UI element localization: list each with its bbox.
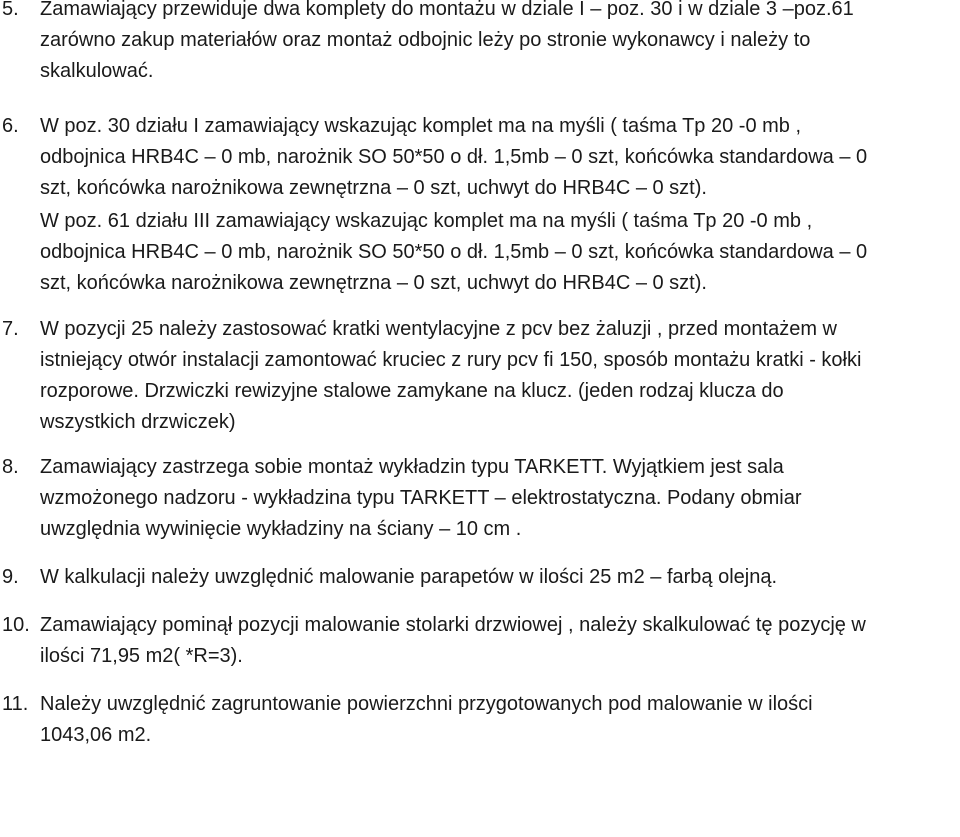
item-text-line: W poz. 61 działu III zamawiający wskazując komplet ma na myśli ( taśma Tp 20 -0 mb , [40,210,813,232]
list-item-10 [0,610,960,672]
item-text-line: odbojnica HRB4C – 0 mb, narożnik SO 50*50 o dł. 1,5mb – 0 szt, końcówka standardowa – 0 [40,146,868,168]
item-number: 10. [2,614,30,636]
item-number: 8. [2,456,19,478]
list-item-11 [0,689,960,751]
list-item-7 [0,314,960,438]
item-text-line: szt, końcówka narożnikowa zewnętrzna – 0 szt, uchwyt do HRB4C – 0 szt). [40,177,707,199]
item-number: 6. [2,115,19,137]
item-text-line: uwzględnia wywinięcie wykładziny na ściany – 10 cm . [40,518,522,540]
item-number: 7. [2,318,19,340]
item-text-line: istniejący otwór instalacji zamontować kruciec z rury pcv fi 150, sposób montażu kratki - kołki [40,349,862,371]
item-text-line: Zamawiający zastrzega sobie montaż wykładzin typu TARKETT. Wyjątkiem jest sala [40,456,784,478]
item-text-line: ilości 71,95 m2( *R=3). [40,645,243,667]
item-text-line: Zamawiający przewiduje dwa komplety do montażu w dziale I – poz. 30 i w dziale 3 –poz.61 [40,0,854,20]
item-text-line: wzmożonego nadzoru - wykładzina typu TARKETT – elektrostatyczna. Podany obmiar [40,487,802,509]
item-text-line: szt, końcówka narożnikowa zewnętrzna – 0 szt, uchwyt do HRB4C – 0 szt). [40,272,707,294]
item-text-line: W pozycji 25 należy zastosować kratki wentylacyjne z pcv bez żaluzji , przed montażem w [40,318,837,340]
item-text-line: odbojnica HRB4C – 0 mb, narożnik SO 50*50 o dł. 1,5mb – 0 szt, końcówka standardowa – 0 [40,241,868,263]
item-text-line: Zamawiający pominął pozycji malowanie stolarki drzwiowej , należy skalkulować tę pozycję w [40,614,866,636]
item-text-line: Należy uwzględnić zagruntowanie powierzchni przygotowanych pod malowanie w ilości [40,693,813,715]
list-item-5 [0,0,960,87]
list-item-8 [0,452,960,545]
list-item-6 [0,111,960,204]
item-number: 11. [2,693,29,715]
item-text-line: 1043,06 m2. [40,724,152,746]
list-item-6-continued [0,206,960,299]
item-number: 9. [2,566,19,588]
item-text-line: skalkulować. [40,60,154,82]
item-number: 5. [2,0,19,20]
item-text-line: rozporowe. Drzwiczki rewizyjne stalowe zamykane na klucz. (jeden rodzaj klucza do [40,380,784,402]
item-text-line: wszystkich drzwiczek) [40,411,236,433]
item-text-line: zarówno zakup materiałów oraz montaż odbojnic leży po stronie wykonawcy i należy to [40,29,811,51]
list-item-9 [0,562,960,593]
item-text-line: W poz. 30 działu I zamawiający wskazując komplet ma na myśli ( taśma Tp 20 -0 mb , [40,115,802,137]
item-text-line: W kalkulacji należy uwzględnić malowanie parapetów w ilości 25 m2 – farbą olejną. [40,566,778,588]
